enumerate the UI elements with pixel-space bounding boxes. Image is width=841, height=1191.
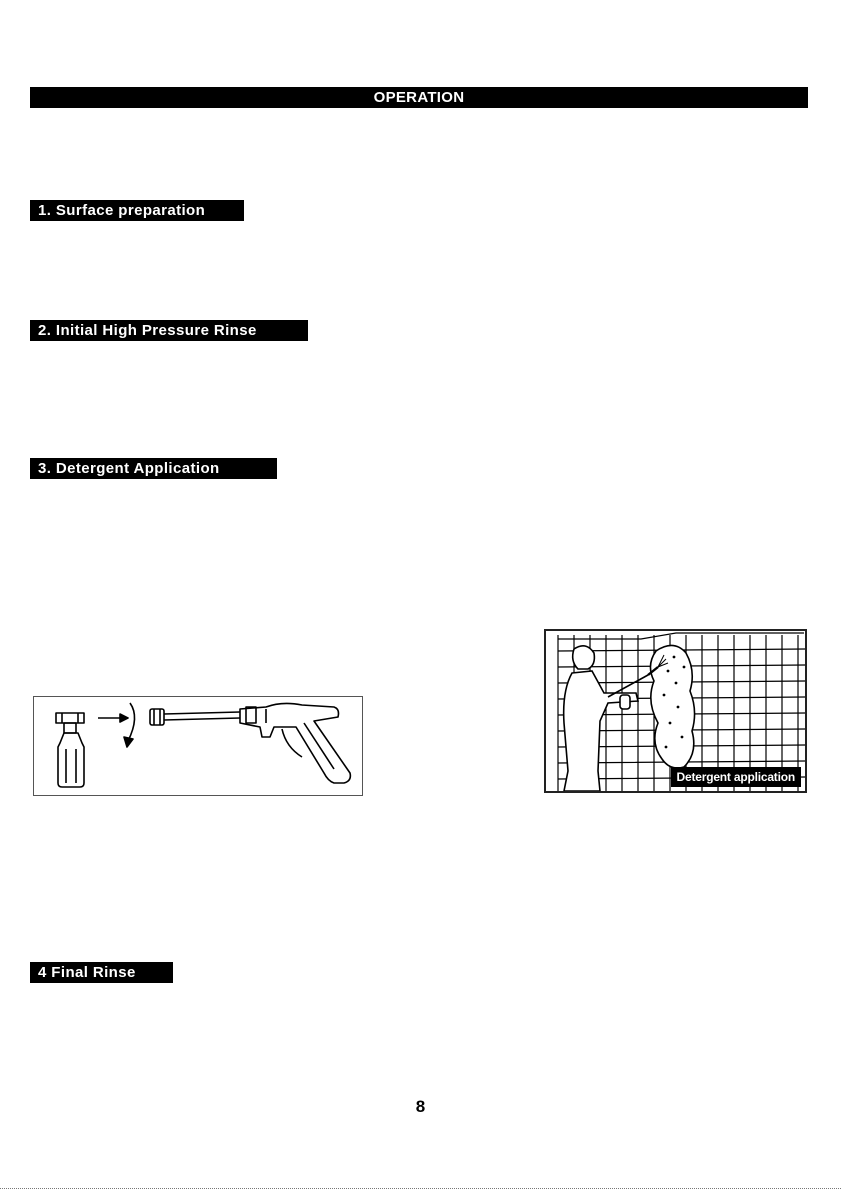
section-heading-detergent-application: 3. Detergent Application	[30, 458, 277, 479]
section-heading-final-rinse: 4 Final Rinse	[30, 962, 173, 983]
detergent-application-figure	[544, 629, 807, 793]
bottle-and-gun-icon	[34, 697, 362, 795]
page-title: OPERATION	[30, 87, 808, 108]
section-heading-surface-preparation: 1. Surface preparation	[30, 200, 244, 221]
bottom-divider	[0, 1188, 841, 1189]
bottle-attachment-figure	[33, 696, 363, 796]
section-heading-initial-rinse: 2. Initial High Pressure Rinse	[30, 320, 308, 341]
figure-caption: Detergent application	[671, 767, 801, 787]
page-number: 8	[415, 1097, 426, 1116]
